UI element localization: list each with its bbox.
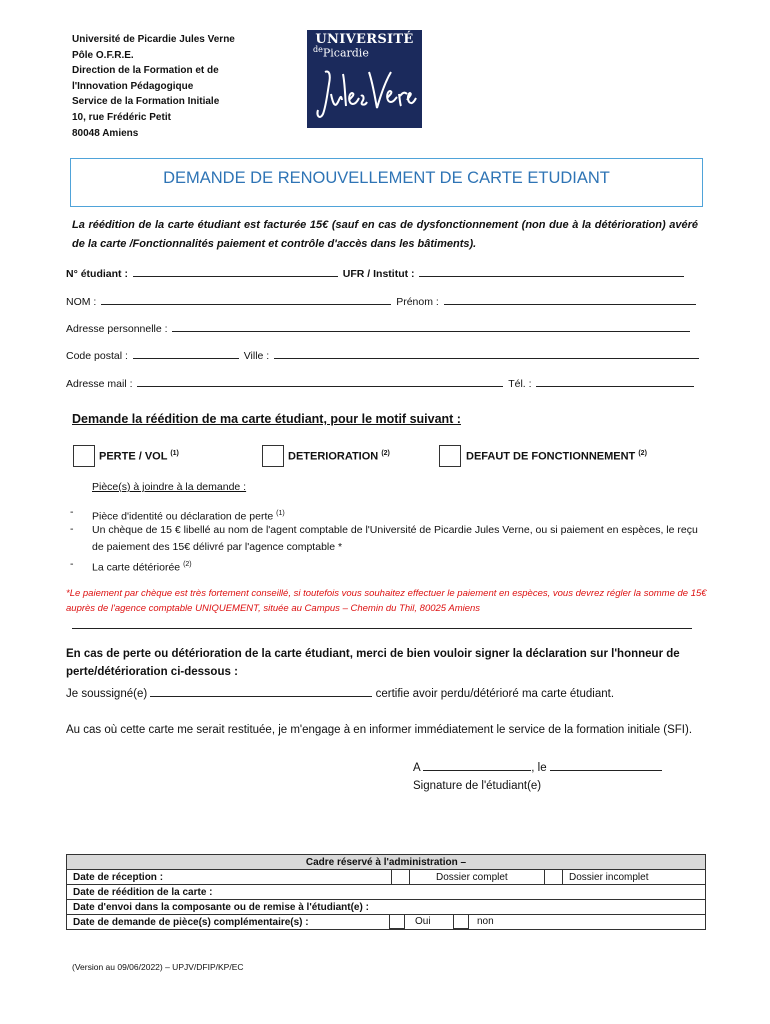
perte-vol-label: PERTE / VOL $^{(1)}$ bbox=[99, 450, 179, 463]
perte-vol-checkbox[interactable] bbox=[73, 445, 95, 467]
admin-title: Cadre réservé à l'administration – bbox=[67, 855, 706, 870]
dossier-incomplet-label: Dossier incomplet bbox=[563, 870, 706, 885]
code-postal-label: Code postal : bbox=[66, 350, 128, 362]
dossier-complet-checkbox[interactable] bbox=[392, 870, 410, 885]
fee-note: La réédition de la carte étudiant est facturée 15€ (sauf en cas de dysfonctionnement (non due à la détérioration) avéré de la carte /Fonctionnalités paiement et contrôle d'accès dans les bâtiments). bbox=[72, 219, 698, 250]
demande-pieces-label: Date de demande de pièce(s) complémentaire(s) : bbox=[73, 916, 309, 928]
logo-line-universite: UNIVERSITÉ bbox=[315, 32, 414, 47]
student-number-label: N° étudiant : bbox=[66, 268, 128, 280]
dossier-complet-label: Dossier complet bbox=[410, 870, 545, 885]
code-postal-field[interactable] bbox=[133, 348, 239, 359]
logo-signature-icon bbox=[315, 64, 417, 124]
non-label: non bbox=[477, 916, 494, 927]
logo-line-picardie: $^{de}$Picardie bbox=[313, 45, 369, 60]
soussigne-label: Je soussigné(e) bbox=[66, 688, 148, 700]
address-line: Pôle O.F.R.E. bbox=[72, 49, 134, 61]
email-field[interactable] bbox=[137, 376, 503, 387]
ufr-field[interactable] bbox=[419, 266, 684, 277]
field-row-name bbox=[66, 294, 698, 308]
prenom-label: Prénom : bbox=[396, 296, 439, 308]
field-row-city bbox=[66, 348, 701, 362]
field-row-address bbox=[66, 321, 692, 335]
payment-note: *Le paiement par chèque est très fortement conseillé, si toutefois vous souhaitez effectuer le paiement en espèces, vous devrez régler la somme de 15€ auprès de l'agence comptable UNIQUEMENT, située au Campus – Chemin du Thil, 80025 Amiens bbox=[66, 588, 707, 614]
ufr-label: UFR / Institut : bbox=[342, 268, 415, 280]
address-line: Université de Picardie Jules Verne bbox=[72, 34, 235, 45]
section-divider bbox=[72, 628, 692, 629]
nom-field[interactable] bbox=[101, 294, 391, 305]
deterioration-label: DETERIORATION $^{(2)}$ bbox=[288, 450, 390, 463]
place-field[interactable] bbox=[423, 759, 531, 771]
restitution-text: Au cas où cette carte me serait restituée, je m'engage à en informer immédiatement le service de la formation initiale (SFI). bbox=[66, 724, 693, 736]
version-footer: (Version au 09/06/2022) – UPJV/DFIP/KP/EC bbox=[72, 962, 244, 972]
admin-table bbox=[66, 854, 706, 930]
deterioration-checkbox[interactable] bbox=[262, 445, 284, 467]
date-field[interactable] bbox=[550, 759, 662, 771]
address-line: l'Innovation Pédagogique bbox=[72, 80, 194, 92]
reception-label: Date de réception : bbox=[67, 870, 392, 885]
address-line: 10, rue Frédéric Petit bbox=[72, 111, 171, 123]
nom-label: NOM : bbox=[66, 296, 97, 308]
sender-address bbox=[72, 32, 235, 141]
signature-label: Signature de l'étudiant(e) bbox=[413, 780, 542, 792]
oui-checkbox[interactable] bbox=[389, 914, 405, 929]
defaut-fonctionnement-checkbox[interactable] bbox=[439, 445, 461, 467]
address-line: Service de la Formation Initiale bbox=[72, 96, 220, 108]
adresse-label: Adresse personnelle : bbox=[66, 323, 168, 335]
list-item: La carte détériorée $^{(2)}$ bbox=[92, 561, 192, 574]
soussigne-field[interactable] bbox=[150, 685, 372, 697]
declaration-statement bbox=[66, 685, 614, 703]
list-item: Un chèque de 15 € libellé au nom de l'agent comptable de l'Université de Picardie Jules Verne, ou si paiement en espèces, le reçu de paiement des 15€ délivré par l'agence comptable * bbox=[92, 524, 698, 553]
title-box bbox=[70, 158, 703, 207]
pieces-title: Pièce(s) à joindre à la demande : bbox=[92, 481, 247, 493]
ville-label: Ville : bbox=[243, 350, 270, 362]
envoi-label: Date d'envoi dans la composante ou de remise à l'étudiant(e) : bbox=[67, 900, 706, 915]
demande-pieces-row bbox=[67, 915, 706, 930]
non-checkbox[interactable] bbox=[453, 914, 469, 929]
list-bullet: - bbox=[70, 506, 74, 518]
list-bullet: - bbox=[70, 558, 74, 570]
list-bullet: - bbox=[70, 523, 74, 535]
adresse-field[interactable] bbox=[172, 321, 690, 332]
oui-label: Oui bbox=[415, 916, 431, 927]
prenom-field[interactable] bbox=[444, 294, 696, 305]
field-row-student bbox=[66, 266, 686, 280]
a-label: A bbox=[413, 762, 421, 774]
certifie-text: certifie avoir perdu/détérioré ma carte étudiant. bbox=[375, 688, 615, 700]
field-row-contact bbox=[66, 376, 696, 390]
le-label: , le bbox=[531, 762, 547, 774]
reedition-label: Date de réédition de la carte : bbox=[67, 885, 706, 900]
email-label: Adresse mail : bbox=[66, 378, 133, 390]
tel-field[interactable] bbox=[536, 376, 694, 387]
ville-field[interactable] bbox=[274, 348, 699, 359]
student-number-field[interactable] bbox=[133, 266, 338, 277]
declaration-intro: En cas de perte ou détérioration de la carte étudiant, merci de bien vouloir signer la déclaration sur l'honneur de perte/détérioration ci-dessous : bbox=[66, 648, 680, 678]
address-line: 80048 Amiens bbox=[72, 127, 139, 139]
address-line: Direction de la Formation et de bbox=[72, 65, 219, 77]
university-logo bbox=[307, 30, 422, 128]
defaut-fonctionnement-label: DEFAUT DE FONCTIONNEMENT $^{(2)}$ bbox=[466, 450, 647, 463]
place-date-row bbox=[413, 759, 662, 777]
page-title: DEMANDE DE RENOUVELLEMENT DE CARTE ETUDIANT bbox=[163, 169, 610, 187]
dossier-incomplet-checkbox[interactable] bbox=[545, 870, 563, 885]
list-item: Pièce d'identité ou déclaration de perte $^{(1)}$ bbox=[92, 510, 285, 523]
motif-title: Demande la réédition de ma carte étudiant, pour le motif suivant : bbox=[72, 412, 461, 426]
tel-label: Tél. : bbox=[508, 378, 532, 390]
